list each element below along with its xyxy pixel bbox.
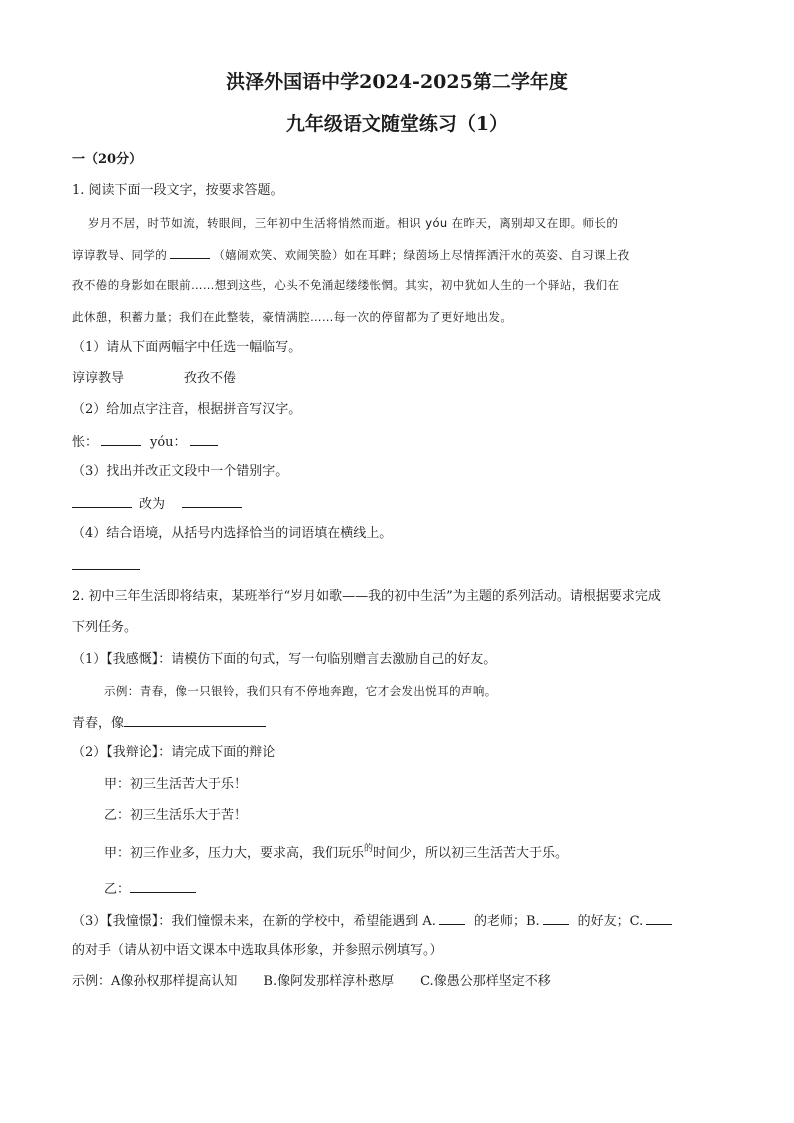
typo-change-label: 改为 — [139, 497, 166, 512]
pinyin-blank-b[interactable] — [190, 432, 218, 446]
word-choice-blank[interactable] — [72, 556, 140, 570]
debate-reply-label: 乙： — [104, 882, 131, 897]
word-option-a: 谆谆教导 — [72, 371, 125, 386]
passage-line-2-end: （嬉闹欢笑、欢闹笑脸）如在耳畔；绿茵场上尽情挥洒汗水的英姿、自习课上孜 — [213, 248, 630, 262]
q1-sub1-words — [72, 370, 236, 388]
future-blank-a[interactable] — [439, 911, 465, 925]
debate-line-c-start: 甲：初三作业多，压力大，要求高，我们玩乐 — [104, 846, 365, 861]
pinyin-label-a: 怅： — [72, 435, 99, 450]
future-blank-c[interactable] — [646, 911, 672, 925]
debate-line-d — [104, 879, 199, 899]
passage-line-3: 孜不倦的身影如在眼前……想到这些，心头不免涌起缕缕怅惘。其实，初中犹如人生的一个驿站，我们在 — [72, 278, 620, 292]
q2-sub3-example: 示例：A像孙权那样提高认知 B.像阿发那样淳朴憨厚 C.像愚公那样坚定不移 — [72, 974, 551, 989]
q1-prompt: 1. 阅读下面一段文字，按要求答题。 — [72, 183, 284, 198]
section-heading: 一（20分） — [72, 152, 143, 167]
word-option-b: 孜孜不倦 — [184, 371, 237, 386]
q2-sub1-example: 示例：青春，像一只银铃，我们只有不停地奔跑，它才会发出悦耳的声响。 — [104, 684, 497, 698]
debate-line-c — [104, 845, 568, 864]
youth-answer-blank[interactable] — [124, 713, 266, 727]
q2-sub3-mid: 的老师；B. — [473, 914, 540, 929]
pinyin-blank-a[interactable] — [101, 432, 141, 446]
debate-reply-blank[interactable] — [130, 879, 196, 893]
q1-sub4-answer — [72, 556, 143, 576]
future-blank-b[interactable] — [543, 911, 569, 925]
q1-sub1: （1）请从下面两幅字中任选一幅临写。 — [72, 340, 302, 355]
typo-blank-correct[interactable] — [182, 494, 242, 508]
passage-fill-blank[interactable] — [170, 245, 210, 259]
exam-title: 洪泽外国语中学2024-2025第二学年度 — [226, 71, 568, 93]
q2-sub3-end: 的好友；C. — [577, 914, 644, 929]
q1-sub3: （3）找出并改正文段中一个错别字。 — [72, 464, 289, 479]
q1-sub2-answers — [72, 432, 221, 452]
passage-line-2-start: 谆谆教导、同学的 — [72, 248, 168, 262]
debate-line-b: 乙：初三生活乐大于苦！ — [104, 808, 248, 823]
passage-line-2 — [72, 245, 630, 264]
q2-sub3-start: （3）【我憧憬】：我们憧憬未来，在新的学校中，希望能遇到 A. — [72, 914, 436, 929]
q2-sub2: （2）【我辩论】：请完成下面的辩论 — [72, 745, 276, 760]
q2-sub1-answer — [72, 713, 269, 733]
exam-subtitle: 九年级语文随堂练习（1） — [285, 113, 509, 135]
typo-blank-wrong[interactable] — [72, 494, 132, 508]
debate-line-a: 甲：初三生活苦大于乐！ — [104, 777, 248, 792]
q1-sub2: （2）给加点字注音，根据拼音写汉字。 — [72, 402, 302, 417]
debate-line-c-end: 时间少，所以初三生活苦大于乐。 — [373, 846, 569, 861]
q2-prompt-line-2: 下列任务。 — [72, 620, 138, 635]
debate-line-c-mark: 的 — [364, 844, 374, 854]
passage-line-4: 此休憩，积蓄力量；我们在此整装，豪情满腔……每一次的停留都为了更好地出发。 — [72, 310, 513, 324]
q2-sub3-line-2: 的对手（请从初中语文课本中选取具体形象，并参照示例填写。） — [72, 943, 443, 958]
q1-sub3-answers — [72, 494, 245, 514]
passage-line-1: 岁月不居，时节如流，转眼间，三年初中生活将悄然而逝。相识 yóu 在昨天，离别却又在即。师长的 — [88, 216, 619, 230]
youth-answer-prefix: 青春，像 — [72, 716, 125, 731]
q1-sub4: （4）结合语境，从括号内选择恰当的词语填在横线上。 — [72, 526, 393, 541]
q2-sub1: （1）【我感慨】：请模仿下面的句式，写一句临别赠言去激励自己的好友。 — [72, 652, 497, 667]
q2-prompt-line-1: 2. 初中三年生活即将结束，某班举行“岁月如歌——我的初中生活”为主题的系列活动。请根据要求完成 — [72, 589, 661, 604]
pinyin-label-b: yóu： — [150, 435, 187, 450]
q2-sub3 — [72, 911, 675, 931]
